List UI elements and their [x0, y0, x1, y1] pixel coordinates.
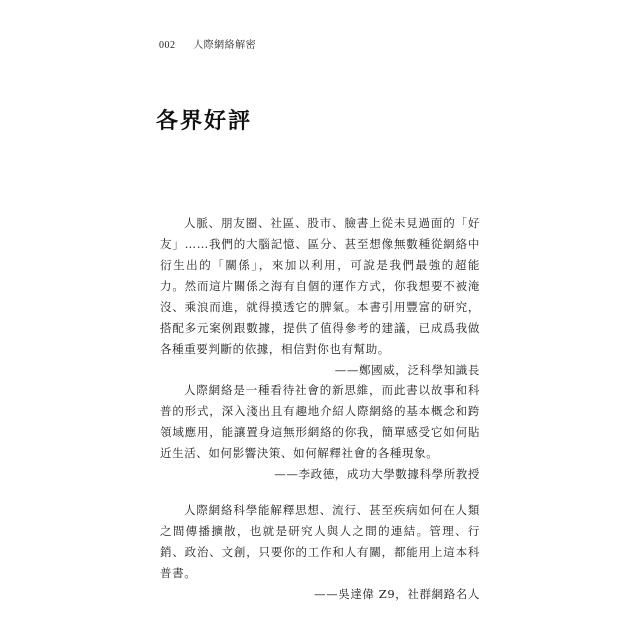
page-title: 各界好評 [156, 108, 253, 134]
review-attribution: ——鄭國威，泛科學知識長 [334, 363, 480, 377]
running-book-title: 人際網絡解密 [193, 40, 257, 51]
review-text: 人際網絡是一種看待社會的新思維，而此書以故事和科普的形式，深入淺出且有趣地介紹人際網絡的基本概念和跨領域應用，能讓置身這無形網絡的你我，簡單感受它如何貼近生活、如何影響決策、如何解釋社會的各種現象。 [160, 383, 480, 460]
review-block [160, 213, 480, 381]
running-header [159, 36, 256, 51]
review-block [160, 380, 480, 485]
review-text: 人脈、朋友圈、社區、股市、臉書上從未見過面的「好友」……我們的大腦記憶、區分、甚至想像無數種從網絡中衍生出的「關係」，來加以利用，可說是我們最強的超能力。然而這片關係之海有自個的運作方式，你我想要不被淹沒、乘浪而進，就得摸透它的脾氣。本書引用豐富的研究，搭配多元案例跟數據，提供了值得參考的建議，已成爲我做各種重要判斷的依據，相信對你也有幫助。 [160, 216, 480, 356]
review-attribution: ——李政德，成功大學數據科學所教授 [274, 467, 480, 481]
review-attribution: ——吳達偉 Z9，社群網路名人 [314, 587, 480, 601]
review-block [160, 500, 480, 605]
page-number: 002 [159, 40, 176, 51]
review-text: 人際網絡科學能解釋思想、流行、甚至疾病如何在人類之間傳播擴散，也就是研究人與人之間的連結。管理、行銷、政治、文創，只要你的工作和人有關，都能用上這本科普書。 [160, 503, 480, 580]
